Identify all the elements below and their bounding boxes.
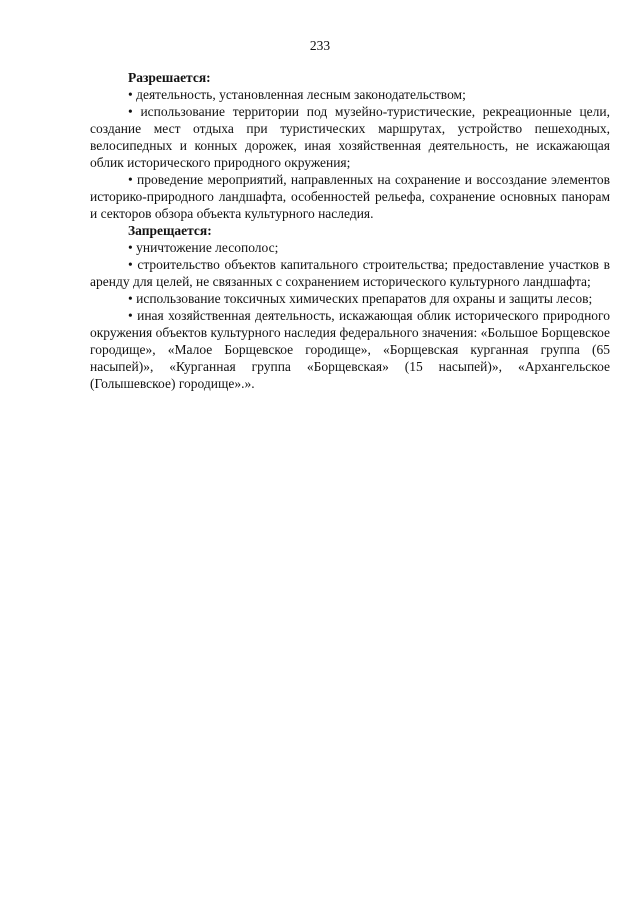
- permitted-item: • проведение мероприятий, направленных на сохранение и воссоздание элементов историко-природного ландшафта, особенностей рельефа, сохранение основных панорам и секторов обзора объекта культурного наследия.: [90, 172, 610, 221]
- document-body: [90, 69, 610, 392]
- permitted-item: • деятельность, установленная лесным законодательством;: [128, 87, 466, 102]
- prohibited-item: • иная хозяйственная деятельность, искажающая облик исторического природного окружения объектов культурного наследия федерального значения: «Большое Борщевское городище», «Малое Борщевское городище», «Борщевская курганная группа (65 насыпей)», «Курганная группа «Борщевская» (15 насыпей)», «Архангельское (Голышевское) городище».».: [90, 308, 610, 391]
- section-heading-permitted: Разрешается:: [128, 70, 211, 85]
- prohibited-item: • уничтожение лесополос;: [128, 240, 279, 255]
- page-number: 233: [309, 38, 331, 53]
- prohibited-item: • использование токсичных химических препаратов для охраны и защиты лесов;: [128, 291, 593, 306]
- permitted-item: • использование территории под музейно-туристические, рекреационные цели, создание мест отдыха при туристических маршрутах, устройство пешеходных, велосипедных и конных дорожек, иная хозяйственная деятельность, не искажающая облик исторического природного окружения;: [90, 104, 610, 170]
- prohibited-item: • строительство объектов капитального строительства; предоставление участков в аренду для целей, не связанных с сохранением исторического культурного ландшафта;: [90, 257, 610, 289]
- section-heading-prohibited: Запрещается:: [128, 223, 212, 238]
